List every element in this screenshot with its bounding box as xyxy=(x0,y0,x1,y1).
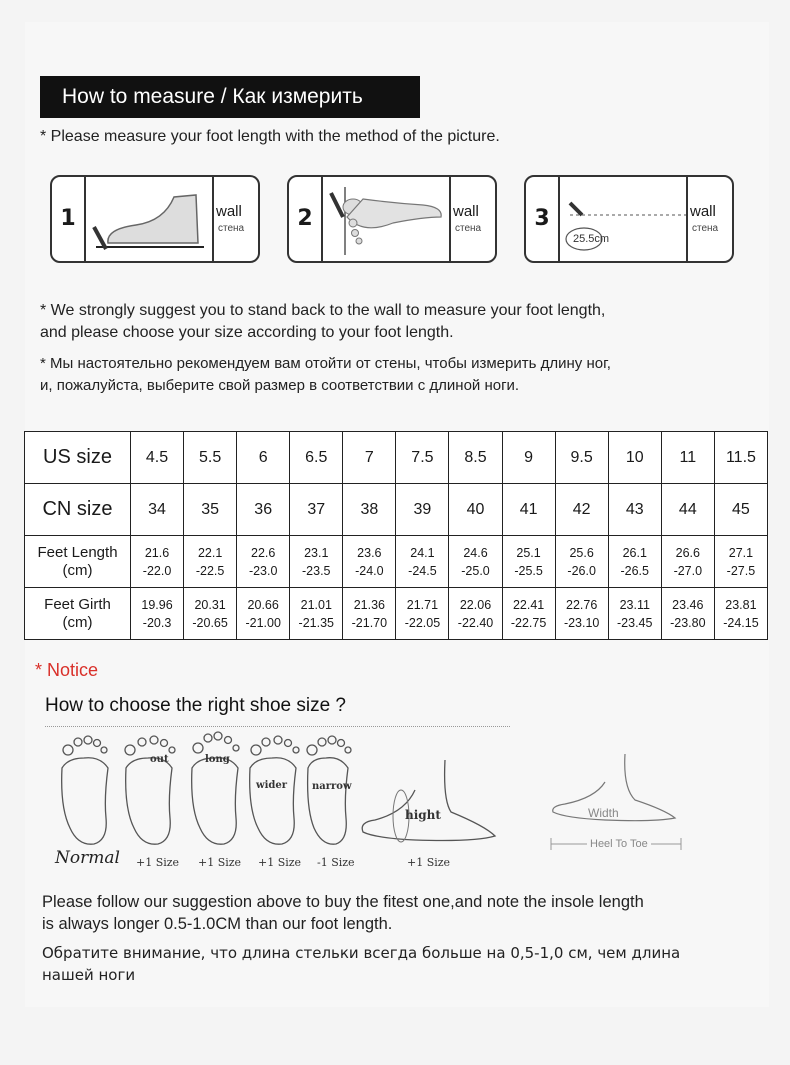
girth-from: 23.46 xyxy=(672,597,704,612)
us-size-cell: 6.5 xyxy=(290,432,343,484)
choose-size-heading: How to choose the right shoe size ? xyxy=(45,695,347,716)
size-adjust-label: +1 Size xyxy=(136,856,180,869)
girth-cell xyxy=(343,588,396,640)
cn-size-cell: 39 xyxy=(396,484,449,536)
girth-from: 21.71 xyxy=(406,597,439,612)
girth-cell xyxy=(184,588,237,640)
feet-girth-label xyxy=(25,588,131,640)
length-cell xyxy=(502,536,555,588)
us-size-cell: 4.5 xyxy=(131,432,184,484)
girth-from: 21.01 xyxy=(300,597,332,612)
us-size-cell: 9.5 xyxy=(555,432,608,484)
width-label: Width xyxy=(588,806,619,820)
girth-to: -23.10 xyxy=(563,615,600,630)
footer-ru-line1: Обратите внимание, что длина стельки всегда больше на 0,5-1,0 см, чем длина xyxy=(42,944,681,962)
length-from: 26.1 xyxy=(622,545,647,560)
cn-size-label: CN size xyxy=(25,484,131,536)
us-size-cell: 8.5 xyxy=(449,432,502,484)
length-from: 21.6 xyxy=(144,545,170,560)
table-row-girth xyxy=(25,588,768,640)
cn-size-cell: 40 xyxy=(449,484,502,536)
size-chart-table xyxy=(24,431,768,640)
cn-size-cell: 41 xyxy=(502,484,555,536)
wall-label-en: wall xyxy=(216,203,242,220)
heel-to-toe-label: Heel To Toe xyxy=(587,838,651,850)
step-1-number: 1 xyxy=(52,177,86,261)
girth-cell xyxy=(661,588,714,640)
girth-to: -20.65 xyxy=(192,615,228,630)
length-to: -25.5 xyxy=(514,563,543,578)
foot-height-illustration xyxy=(355,750,505,850)
narrow-label: narrow xyxy=(312,781,352,792)
girth-to: -23.80 xyxy=(670,615,706,630)
wall-marker xyxy=(686,177,732,261)
length-cell xyxy=(608,536,661,588)
wall-label-ru: стена xyxy=(218,223,245,234)
length-to: -26.5 xyxy=(620,563,649,578)
girth-cell xyxy=(290,588,343,640)
length-from: 23.1 xyxy=(304,545,329,560)
us-size-cell: 9 xyxy=(502,432,555,484)
step-1-card xyxy=(50,175,260,263)
length-cell xyxy=(396,536,449,588)
measure-line-icon xyxy=(560,177,690,261)
feet-girth-title: Feet Girth xyxy=(44,595,111,613)
notice-title: * Notice xyxy=(35,660,99,680)
feet-length-label xyxy=(25,536,131,588)
advice-en-line2: and please choose your size according to your foot length. xyxy=(40,324,454,341)
length-from: 24.1 xyxy=(410,545,435,560)
us-size-cell: 6 xyxy=(237,432,290,484)
girth-to: -22.40 xyxy=(457,615,494,630)
girth-from: 20.66 xyxy=(247,597,279,612)
length-to: -23.0 xyxy=(248,563,278,578)
cn-size-cell: 38 xyxy=(343,484,396,536)
wall-label-ru: стена xyxy=(455,223,482,234)
size-adjust-label: +1 Size xyxy=(407,856,451,869)
length-to: -22.0 xyxy=(142,563,172,578)
step-3-card xyxy=(524,175,734,263)
normal-label: Normal xyxy=(55,848,120,868)
cn-size-cell: 37 xyxy=(290,484,343,536)
advice-ru-line2: и, пожалуйста, выберите свой размер в соответствии с длиной ноги. xyxy=(40,377,520,394)
wall-label-ru: стена xyxy=(692,223,719,234)
size-adjust-label: -1 Size xyxy=(317,856,355,869)
footer-en-line1: Please follow our suggestion above to buy the fitest one,and note the insole length xyxy=(42,893,644,911)
length-cell xyxy=(449,536,502,588)
length-to: -25.0 xyxy=(461,563,490,578)
girth-to: -22.75 xyxy=(510,615,547,630)
step-3-number: 3 xyxy=(526,177,560,261)
measure-instruction: * Please measure your foot length with the method of the picture. xyxy=(40,128,500,145)
girth-from: 23.11 xyxy=(619,597,650,612)
length-to: -24.5 xyxy=(408,563,437,578)
girth-cell xyxy=(449,588,502,640)
girth-to: -24.15 xyxy=(723,615,759,630)
us-size-cell: 7.5 xyxy=(396,432,449,484)
step-2-card xyxy=(287,175,497,263)
wider-label: wider xyxy=(256,780,288,791)
length-cell xyxy=(290,536,343,588)
foot-top-icon xyxy=(323,177,453,261)
us-size-label: US size xyxy=(25,432,131,484)
table-row-cn xyxy=(25,484,768,536)
length-cell xyxy=(661,536,714,588)
girth-cell xyxy=(608,588,661,640)
feet-girth-unit: (cm) xyxy=(62,613,93,631)
page-title: How to measure / Как измерить xyxy=(40,76,420,118)
cn-size-cell: 45 xyxy=(714,484,767,536)
feet-length-title: Feet Length xyxy=(37,543,118,561)
cn-size-cell: 44 xyxy=(661,484,714,536)
length-cell xyxy=(555,536,608,588)
length-from: 26.6 xyxy=(675,545,700,560)
girth-cell xyxy=(714,588,767,640)
length-from: 27.1 xyxy=(728,545,754,560)
step-2-number: 2 xyxy=(289,177,323,261)
girth-from: 22.41 xyxy=(512,597,545,612)
length-to: -27.5 xyxy=(726,563,756,578)
girth-to: -23.45 xyxy=(617,615,653,630)
girth-cell xyxy=(502,588,555,640)
cn-size-cell: 35 xyxy=(184,484,237,536)
girth-to: -21.35 xyxy=(298,615,334,630)
advice-ru-line1: * Мы настоятельно рекомендуем вам отойти от стены, чтобы измерить длину ног, xyxy=(40,355,611,372)
length-cell xyxy=(343,536,396,588)
girth-cell xyxy=(237,588,290,640)
us-size-cell: 7 xyxy=(343,432,396,484)
length-cell xyxy=(714,536,767,588)
out-label: out xyxy=(150,754,169,765)
length-cell xyxy=(131,536,184,588)
table-row-us xyxy=(25,432,768,484)
length-from: 25.6 xyxy=(569,545,594,560)
table-row-length xyxy=(25,536,768,588)
us-size-cell: 11 xyxy=(661,432,714,484)
cn-size-cell: 36 xyxy=(237,484,290,536)
cn-size-cell: 42 xyxy=(555,484,608,536)
wall-label-en: wall xyxy=(453,203,479,220)
length-to: -23.5 xyxy=(302,563,331,578)
length-to: -26.0 xyxy=(567,563,596,578)
girth-to: -20.3 xyxy=(142,615,172,630)
girth-cell xyxy=(555,588,608,640)
length-from: 25.1 xyxy=(516,545,541,560)
cn-size-cell: 34 xyxy=(131,484,184,536)
wall-marker xyxy=(212,177,258,261)
girth-to: -22.05 xyxy=(404,615,441,630)
feet-length-unit: (cm) xyxy=(62,561,93,579)
length-cell xyxy=(237,536,290,588)
measure-value: 25.5cm xyxy=(573,233,610,245)
girth-from: 21.36 xyxy=(353,597,385,612)
length-cell xyxy=(184,536,237,588)
length-to: -22.5 xyxy=(195,563,225,578)
girth-from: 20.31 xyxy=(194,597,226,612)
foot-side-icon xyxy=(86,177,216,261)
size-adjust-label: +1 Size xyxy=(258,856,302,869)
size-adjust-label: +1 Size xyxy=(198,856,242,869)
girth-from: 22.76 xyxy=(566,597,598,612)
wall-label-en: wall xyxy=(690,203,716,220)
us-size-cell: 10 xyxy=(608,432,661,484)
length-to: -27.0 xyxy=(673,563,703,578)
girth-to: -21.00 xyxy=(245,615,281,630)
dotted-divider xyxy=(45,726,510,727)
girth-to: -21.70 xyxy=(351,615,388,630)
us-size-cell: 11.5 xyxy=(714,432,767,484)
footer-ru-line2: нашей ноги xyxy=(42,966,136,984)
length-from: 22.1 xyxy=(197,545,223,560)
hight-label: hight xyxy=(405,808,441,822)
wall-marker xyxy=(449,177,495,261)
length-from: 22.6 xyxy=(251,545,276,560)
length-from: 23.6 xyxy=(357,545,382,560)
girth-from: 19.96 xyxy=(141,597,173,612)
cn-size-cell: 43 xyxy=(608,484,661,536)
girth-from: 23.81 xyxy=(725,597,757,612)
length-from: 24.6 xyxy=(463,545,488,560)
long-label: long xyxy=(205,754,230,765)
girth-from: 22.06 xyxy=(459,597,492,612)
footer-en-line2: is always longer 0.5-1.0CM than our foot length. xyxy=(42,915,393,933)
advice-en-line1: * We strongly suggest you to stand back to the wall to measure your foot length, xyxy=(40,302,606,319)
length-to: -24.0 xyxy=(355,563,384,578)
us-size-cell: 5.5 xyxy=(184,432,237,484)
girth-cell xyxy=(131,588,184,640)
girth-cell xyxy=(396,588,449,640)
